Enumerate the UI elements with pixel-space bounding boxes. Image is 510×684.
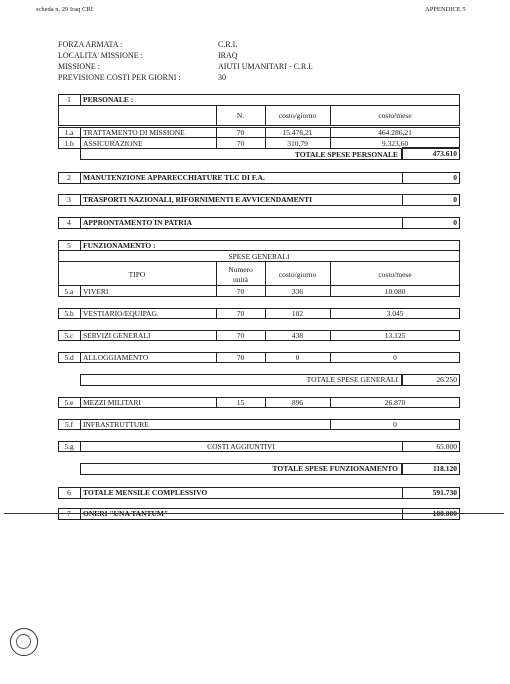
- row-code: 5.d: [64, 353, 74, 362]
- row-code: 5.f: [64, 420, 74, 429]
- section-number: 3: [67, 195, 71, 204]
- section-value: 591.730: [432, 488, 457, 497]
- row-costo-giorno: 102: [291, 309, 304, 318]
- doc-header-right: APPENDICE 5: [425, 6, 466, 13]
- row-costo-mese: 13.125: [384, 331, 406, 340]
- info-label: MISSIONE :: [58, 62, 101, 71]
- strike-line: [4, 513, 504, 514]
- row-name: COSTI AGGIUNTIVI: [207, 442, 275, 451]
- section-number: 2: [67, 173, 71, 182]
- row-costo-mese: 0: [393, 420, 397, 429]
- total-value: 118.120: [433, 464, 457, 473]
- row-costo-mese: 464.286,21: [378, 128, 412, 137]
- section-number: 6: [67, 488, 71, 497]
- row-costo-mese: 3.045: [386, 309, 404, 318]
- row-code: 5.a: [64, 287, 74, 296]
- section-title: PERSONALE :: [83, 95, 134, 104]
- col-costo-giorno: costo/giorno: [278, 270, 317, 279]
- info-value: 30: [218, 73, 226, 82]
- row-name: VESTIARIO/EQUIPAG.: [83, 309, 159, 318]
- row-value: 65.000: [436, 442, 457, 451]
- subtotal-label: TOTALE SPESE GENERALI: [306, 375, 398, 384]
- info-label: PREVISIONE COSTI PER GIORNI :: [58, 73, 181, 82]
- row-n: 15: [236, 398, 245, 407]
- total-label: TOTALE SPESE FUNZIONAMENTO: [272, 464, 398, 473]
- section-title: TRASPORTI NAZIONALI, RIFORNIMENTI E AVVICENDAMENTI: [83, 195, 313, 204]
- row-code: 1.a: [64, 128, 74, 137]
- row-name: SERVIZI GENERALI: [83, 331, 151, 340]
- row-n: 70: [236, 287, 245, 296]
- info-value: IRAQ: [218, 51, 238, 60]
- section-title: TOTALE MENSILE COMPLESSIVO: [83, 488, 208, 497]
- row-costo-giorno: 896: [291, 398, 304, 407]
- row-name: TRATTAMENTO DI MISSIONE: [83, 128, 185, 137]
- section-number: 1: [67, 95, 71, 104]
- col-numero: Numero: [228, 265, 253, 274]
- col-costo-mese: costo/mese: [378, 270, 412, 279]
- row-code: 1.b: [64, 139, 74, 148]
- subheader-spese-generali: SPESE GENERALI: [228, 252, 290, 261]
- subtotal-value: 26.250: [436, 375, 457, 384]
- row-name: ASSICURAZIONE: [83, 139, 143, 148]
- section-title: ONERI "UNA TANTUM": [83, 509, 169, 518]
- section-title: MANUTENZIONE APPARECCHIATURE TLC DI F.A.: [83, 173, 265, 182]
- row-costo-mese: 0: [393, 353, 397, 362]
- row-name: VIVERI: [83, 287, 109, 296]
- col-costo-giorno: costo/giorno: [278, 111, 317, 120]
- col-unita: unità: [233, 275, 248, 284]
- section-value: 0: [453, 173, 457, 182]
- row-costo-mese: 26.870: [384, 398, 406, 407]
- section-value: 0: [453, 218, 457, 227]
- row-n: 70: [236, 331, 245, 340]
- col-n: N.: [236, 111, 245, 120]
- row-n: 70: [236, 139, 245, 148]
- row-code: 5.e: [64, 398, 74, 407]
- row-name: MEZZI MILITARI: [83, 398, 141, 407]
- row-costo-giorno: 15.476,21: [282, 128, 313, 137]
- section-title: FUNZIONAMENTO :: [83, 241, 156, 250]
- total-label: TOTALE SPESE PERSONALE: [294, 150, 398, 159]
- row-costo-giorno: 438: [291, 331, 304, 340]
- row-costo-mese: 9.323,60: [381, 139, 409, 148]
- info-label: FORZA ARMATA :: [58, 40, 123, 49]
- stamp-seal: [10, 628, 38, 656]
- section-number: 7: [67, 509, 71, 518]
- row-n: 70: [236, 309, 245, 318]
- row-costo-mese: 10.080: [384, 287, 406, 296]
- row-n: 70: [236, 353, 245, 362]
- section-title: APPRONTAMENTO IN PATRIA: [83, 218, 193, 227]
- col-costo-mese: costo/mese: [378, 111, 412, 120]
- doc-header-left: scheda n. 29 Iraq CRI: [36, 6, 93, 13]
- row-name: INFRASTRUTTURE: [83, 420, 149, 429]
- section-number: 5: [67, 241, 71, 250]
- row-n: 70: [236, 128, 245, 137]
- section-value: 0: [453, 195, 457, 204]
- col-tipo: TIPO: [128, 270, 146, 279]
- info-label: LOCALITA' MISSIONE :: [58, 51, 143, 60]
- row-costo-giorno: 310,79: [287, 139, 308, 148]
- info-value: C.R.I.: [218, 40, 238, 49]
- section-value: 100.000: [432, 509, 457, 518]
- section-number: 4: [67, 218, 71, 227]
- row-costo-giorno: 0: [295, 353, 300, 362]
- row-costo-giorno: 336: [291, 287, 304, 296]
- info-value: AIUTI UMANITARI - C.R.I.: [218, 62, 313, 71]
- row-code: 5.b: [64, 309, 74, 318]
- total-value: 473.610: [432, 149, 457, 158]
- row-name: ALLOGGIAMENTO: [83, 353, 149, 362]
- row-code: 5.g: [64, 442, 74, 451]
- row-code: 5.c: [64, 331, 74, 340]
